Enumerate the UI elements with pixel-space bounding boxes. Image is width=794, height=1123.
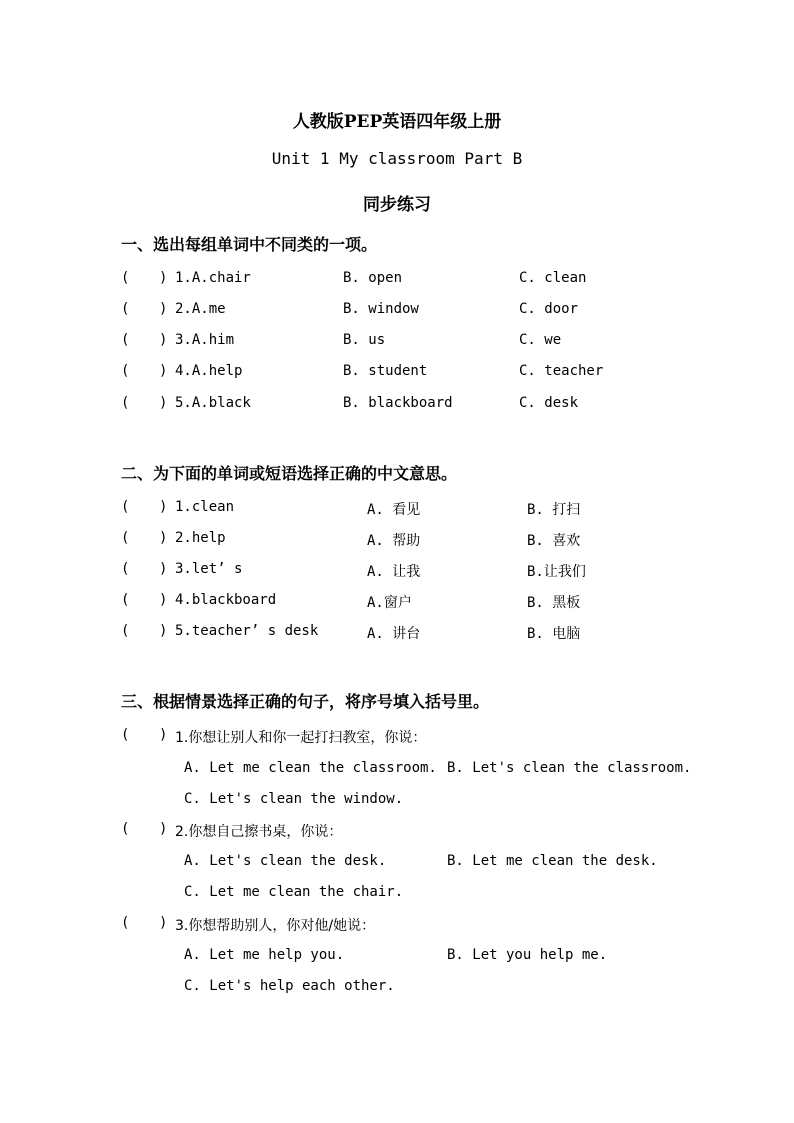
question-item: 4.blackboard: [175, 592, 277, 608]
answer-paren-close: ): [159, 727, 168, 743]
answer-paren-open: (: [121, 592, 130, 608]
option-c: C. we: [519, 332, 562, 348]
option-c: C. Let me clean the chair.: [184, 884, 404, 900]
option-c: C. door: [519, 301, 579, 317]
question-item: 1.A.chair: [175, 270, 251, 286]
answer-paren-close: ): [159, 530, 168, 546]
option-a: A. 帮助: [367, 533, 421, 549]
document-heading: 同步练习: [363, 195, 431, 215]
option-b: B. 打扫: [527, 502, 581, 518]
question-item: 5.A.black: [175, 395, 251, 411]
option-b: B. blackboard: [343, 395, 453, 411]
option-b: B. student: [343, 363, 428, 379]
answer-paren-open: (: [121, 530, 130, 546]
option-c: C. desk: [519, 395, 579, 411]
answer-paren-open: (: [121, 915, 130, 931]
answer-paren-close: ): [159, 915, 168, 931]
answer-paren-open: (: [121, 623, 130, 639]
answer-paren-open: (: [121, 727, 130, 743]
section3-title: 三、根据情景选择正确的句子，将序号填入括号里。: [121, 692, 490, 711]
question-item: 1.clean: [175, 499, 235, 515]
answer-paren-close: ): [159, 623, 168, 639]
option-b: B. Let's clean the classroom.: [447, 760, 692, 776]
option-b: B. window: [343, 301, 419, 317]
answer-paren-open: (: [121, 332, 130, 348]
option-c: C. Let's clean the window.: [184, 791, 404, 807]
option-b: B. 喜欢: [527, 533, 581, 549]
option-c: C. clean: [519, 270, 587, 286]
answer-paren-open: (: [121, 821, 130, 837]
option-a: A. Let me clean the classroom.: [184, 760, 437, 776]
question-prompt: 1.你想让别人和你一起打扫教室，你说：: [175, 730, 427, 746]
option-b: B. open: [343, 270, 403, 286]
document-subtitle: Unit 1 My classroom Part B: [271, 149, 523, 168]
answer-paren-close: ): [159, 499, 168, 515]
question-item: 4.A.help: [175, 363, 243, 379]
document-title: 人教版PEP英语四年级上册: [292, 112, 502, 132]
answer-paren-close: ): [159, 363, 168, 379]
question-prompt: 2.你想自己擦书桌，你说：: [175, 824, 343, 840]
answer-paren-open: (: [121, 561, 130, 577]
section1-title: 一、选出每组单词中不同类的一项。: [121, 235, 378, 254]
answer-paren-close: ): [159, 592, 168, 608]
answer-paren-open: (: [121, 363, 130, 379]
option-b: B. us: [343, 332, 386, 348]
question-item: 5.teacher’ s desk: [175, 623, 319, 639]
section2-title: 二、为下面的单词或短语选择正确的中文意思。: [121, 464, 458, 483]
answer-paren-close: ): [159, 270, 168, 286]
option-b: B. Let you help me.: [447, 947, 608, 963]
question-item: 3.let’ s: [175, 561, 243, 577]
option-b: B. 黑板: [527, 595, 581, 611]
answer-paren-open: (: [121, 395, 130, 411]
option-a: A. Let me help you.: [184, 947, 345, 963]
answer-paren-close: ): [159, 332, 168, 348]
answer-paren-close: ): [159, 821, 168, 837]
question-item: 2.help: [175, 530, 226, 546]
option-a: A. 看见: [367, 502, 421, 518]
option-b: B. Let me clean the desk.: [447, 853, 658, 869]
option-a: A. 让我: [367, 564, 421, 580]
answer-paren-open: (: [121, 270, 130, 286]
option-a: A.窗户: [367, 595, 412, 611]
answer-paren-close: ): [159, 561, 168, 577]
answer-paren-close: ): [159, 395, 168, 411]
question-item: 3.A.him: [175, 332, 235, 348]
option-b: B.让我们: [527, 564, 586, 580]
option-a: A. Let's clean the desk.: [184, 853, 387, 869]
question-prompt: 3.你想帮助别人，你对他/她说：: [175, 918, 376, 934]
answer-paren-open: (: [121, 301, 130, 317]
question-item: 2.A.me: [175, 301, 226, 317]
option-b: B. 电脑: [527, 626, 581, 642]
option-a: A. 讲台: [367, 626, 421, 642]
answer-paren-close: ): [159, 301, 168, 317]
option-c: C. teacher: [519, 363, 604, 379]
option-c: C. Let's help each other.: [184, 978, 395, 994]
answer-paren-open: (: [121, 499, 130, 515]
